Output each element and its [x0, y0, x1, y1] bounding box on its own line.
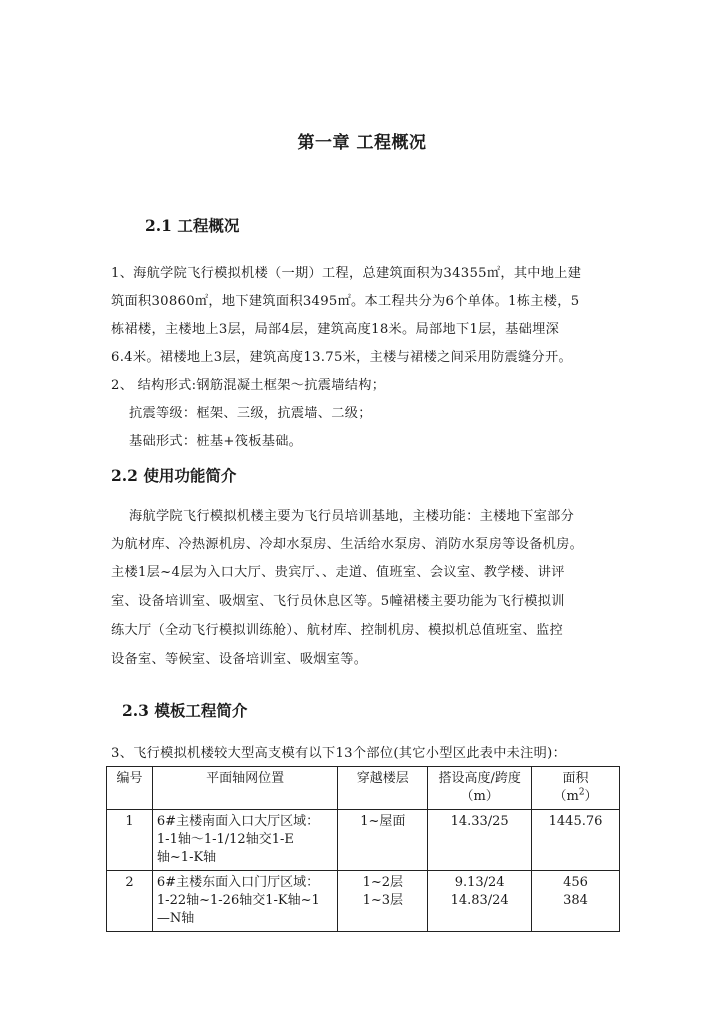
paragraph-line: 2、 结构形式:钢筋混凝土框架～抗震墙结构； [111, 378, 386, 393]
section-heading-2-3: 2.3 模板工程简介 [122, 701, 248, 720]
header-location: 平面轴网位置 [152, 767, 337, 810]
table-row: 2 6#主楼东面入口门厅区域： 1-22轴~1-26轴交1-K轴~1 —N轴 1~2层 1~3层 9.13/24 14.83/24 456 384 [107, 871, 620, 932]
paragraph-line: 筑面积30860㎡，地下建筑面积3495㎡。本工程共分为6个单体。1栋主楼，5 [111, 294, 580, 309]
paragraph-line: 基础形式：桩基+筏板基础。 [111, 434, 303, 449]
location-cell: 6#主楼南面入口大厅区域： 1-1轴～1-1/12轴交1-E 轴~1-K轴 [152, 810, 337, 871]
paragraph-line: 1、海航学院飞行模拟机楼（一期）工程，总建筑面积为34355㎡，其中地上建 [111, 266, 582, 281]
location-cell: 6#主楼东面入口门厅区域： 1-22轴~1-26轴交1-K轴~1 —N轴 [152, 871, 337, 932]
table-header-row [107, 767, 620, 810]
paragraph-line: 主楼1层~4层为入口大厅、贵宾厅、、走道、值班室、会议室、教学楼、讲评 [111, 565, 565, 580]
paragraph-line: 栋裙楼，主楼地上3层，局部4层，建筑高度18米。局部地下1层，基础埋深 [111, 322, 560, 337]
header-height: 搭设高度/跨度 （m） [428, 767, 532, 810]
paragraph-line: 室、设备培训室、吸烟室、飞行员休息区等。5幢裙楼主要功能为飞行模拟训 [111, 594, 565, 609]
section-heading-2-2: 2.2 使用功能简介 [111, 466, 237, 485]
paragraph-line: 练大厅（全动飞行模拟训练舱）、航材库、控制机房、模拟机总值班室、监控 [111, 623, 563, 638]
section-heading-2-1: 2.1 工程概况 [145, 216, 240, 235]
paragraph-line: 3、飞行模拟机楼较大型高支模有以下13个部位(其它小型区此表中未注明)： [111, 746, 567, 761]
paragraph-line: 海航学院飞行模拟机楼主要为飞行员培训基地，主楼功能：主楼地下室部分 [111, 509, 575, 524]
paragraph-line: 6.4米。裙楼地上3层，建筑高度13.75米，主楼与裙楼之间采用防震缝分开。 [111, 350, 572, 365]
paragraph-line: 为航材库、冷热源机房、冷却水泵房、生活给水泵房、消防水泵房等设备机房。 [111, 537, 584, 552]
table-row: 1 6#主楼南面入口大厅区域： 1-1轴～1-1/12轴交1-E 轴~1-K轴 1~屋面 14.33/25 1445.76 [107, 810, 620, 871]
paragraph-line: 设备室、等候室、设备培训室、吸烟室等。 [111, 652, 368, 667]
header-floors: 穿越楼层 [338, 767, 428, 810]
paragraph-line: 抗震等级：框架、三级，抗震墙、二级； [111, 406, 372, 421]
chapter-title: 第一章 工程概况 [297, 133, 427, 153]
header-area: 面积 $(m^2)$ [532, 767, 620, 810]
formwork-table [106, 766, 620, 932]
header-no: 编号 [107, 767, 153, 810]
